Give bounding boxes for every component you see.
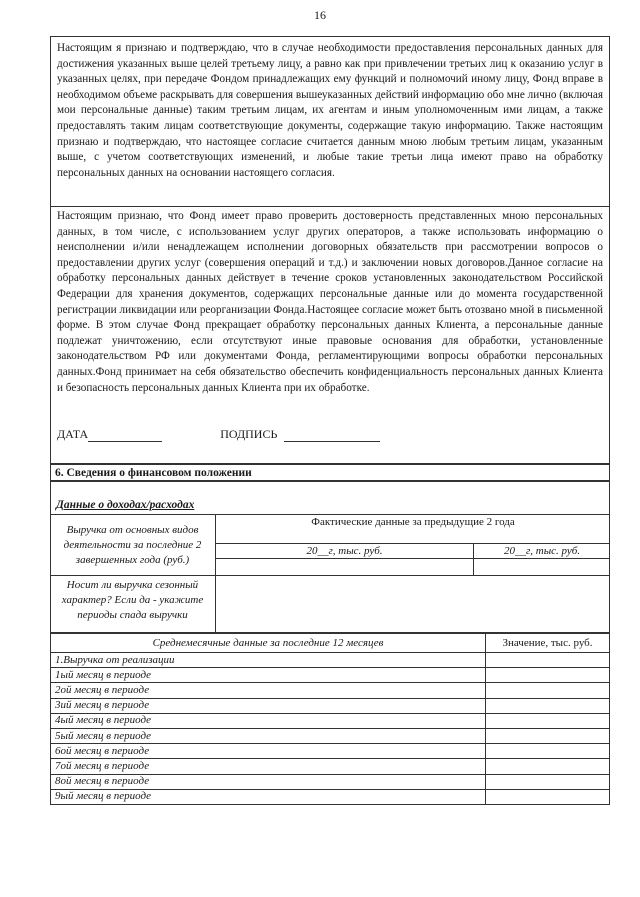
page-number: 16 — [314, 8, 326, 22]
row-label: 1ый месяц в периоде — [51, 668, 486, 683]
table-row — [51, 774, 610, 789]
table-row — [51, 653, 610, 668]
row-label: 6ой месяц в периоде — [51, 744, 486, 759]
consent-paragraph-2: Настоящим признаю, что Фонд имеет право проверить достоверность представленных мною персональных данных, в том числе, с использованием услуг других операторов, а также использовать информацию о неисполнении и/или ненадлежащем исполнении договорных обязательств при рассмотрении вопросов о предоставлении других услуг (совершения операций и т.д.) и заключении новых договоров.Данное согласие на обработку персональных данных действует в течение сроков установленных законодательством Российской Федерации для хранения документов, содержащих персональные данные или до момента государственной регистрации ликвидации или реорганизации Фонда.Настоящее согласие может быть отозвано мной в письменной форме. В этом случае Фонд прекращает обработку персональных данных Клиента, а персональные данные подлежат уничтожению, если отсутствуют иные правовые основания для обработки, установленные законодательством РФ или документами Фонда, регламентирующими вопросы обработки персональных данных.Фонд принимает на себя обязательство обеспечить конфиденциальность персональных данных Клиента и безопасность персональных данных Клиента при их обработке. — [57, 210, 603, 394]
seasonal-label: Носит ли выручка сезонный характер? Если да - укажите периоды спада выручки — [50, 575, 216, 633]
signature-label: ПОДПИСЬ — [220, 427, 278, 441]
row-value[interactable] — [486, 728, 610, 743]
row-value[interactable] — [486, 789, 610, 804]
consent-block-1 — [50, 36, 610, 206]
income-subtitle: Данные о доходах/расходах — [56, 499, 195, 511]
date-field[interactable] — [88, 426, 162, 442]
table-row — [51, 698, 610, 713]
row-value[interactable] — [486, 698, 610, 713]
row-label: 7ой месяц в периоде — [51, 759, 486, 774]
row-value[interactable] — [486, 713, 610, 728]
row-value[interactable] — [486, 744, 610, 759]
actual-data-header: Фактические данные за предыдущие 2 года — [215, 514, 610, 544]
signature-row — [57, 426, 380, 442]
date-label: ДАТА — [57, 427, 89, 441]
table-row — [51, 744, 610, 759]
row-label: 2ой месяц в периоде — [51, 683, 486, 698]
signature-field[interactable] — [284, 426, 380, 442]
table-row — [51, 683, 610, 698]
consent-paragraph-1: Настоящим я признаю и подтверждаю, что в случае необходимости предоставления персональных данных для достижения указанных выше целей третьему лицу, а равно как при привлечении третьих лиц к оказанию услуг в указанных целях, при передаче Фондом принадлежащих ему функций и полномочий иному лицу, Фонд вправе в необходимом объеме раскрывать для совершения вышеуказанных действий информацию обо мне лично (включая мои персональные данные) таким третьим лицам, их агентам и иным уполномоченным ими лицам, а также предоставлять таким лицам соответствующие документы, содержащие такую информацию. Также настоящим признаю и подтверждаю, что настоящее согласие считается данным мною любым третьим лицам, указанным выше, с учетом соответствующих изменений, и любые такие третьи лица имеют право на обработку персональных данных на основании настоящего согласия. — [57, 42, 603, 179]
monthly-header: Среднемесячные данные за последние 12 месяцев — [51, 634, 486, 653]
row-label: 4ый месяц в периоде — [51, 713, 486, 728]
year-1-value[interactable] — [215, 558, 474, 576]
table-row — [51, 789, 610, 804]
row-label: 5ый месяц в периоде — [51, 728, 486, 743]
row-value[interactable] — [486, 759, 610, 774]
revenue-label: Выручка от основных видов деятельности за последние 2 завершенных года (руб.) — [50, 514, 216, 576]
row-value[interactable] — [486, 683, 610, 698]
table-row — [51, 668, 610, 683]
year-1-label: 20__г, тыс. руб. — [215, 543, 474, 559]
row-label: 1.Выручка от реализации — [51, 653, 486, 668]
table-row — [51, 759, 610, 774]
monthly-data-table — [50, 633, 610, 805]
row-label: 8ой месяц в периоде — [51, 774, 486, 789]
row-label: 3ий месяц в периоде — [51, 698, 486, 713]
section-6-title: 6. Сведения о финансовом положении — [50, 463, 610, 481]
row-value[interactable] — [486, 668, 610, 683]
value-header: Значение, тыс. руб. — [486, 634, 610, 653]
row-value[interactable] — [486, 653, 610, 668]
table-row — [51, 728, 610, 743]
seasonal-answer[interactable] — [215, 575, 610, 633]
table-header-row — [51, 634, 610, 653]
consent-block-2 — [50, 206, 610, 482]
year-2-label: 20__г, тыс. руб. — [473, 543, 610, 559]
row-label: 9ый месяц в периоде — [51, 789, 486, 804]
row-value[interactable] — [486, 774, 610, 789]
table-row — [51, 713, 610, 728]
year-2-value[interactable] — [473, 558, 610, 576]
